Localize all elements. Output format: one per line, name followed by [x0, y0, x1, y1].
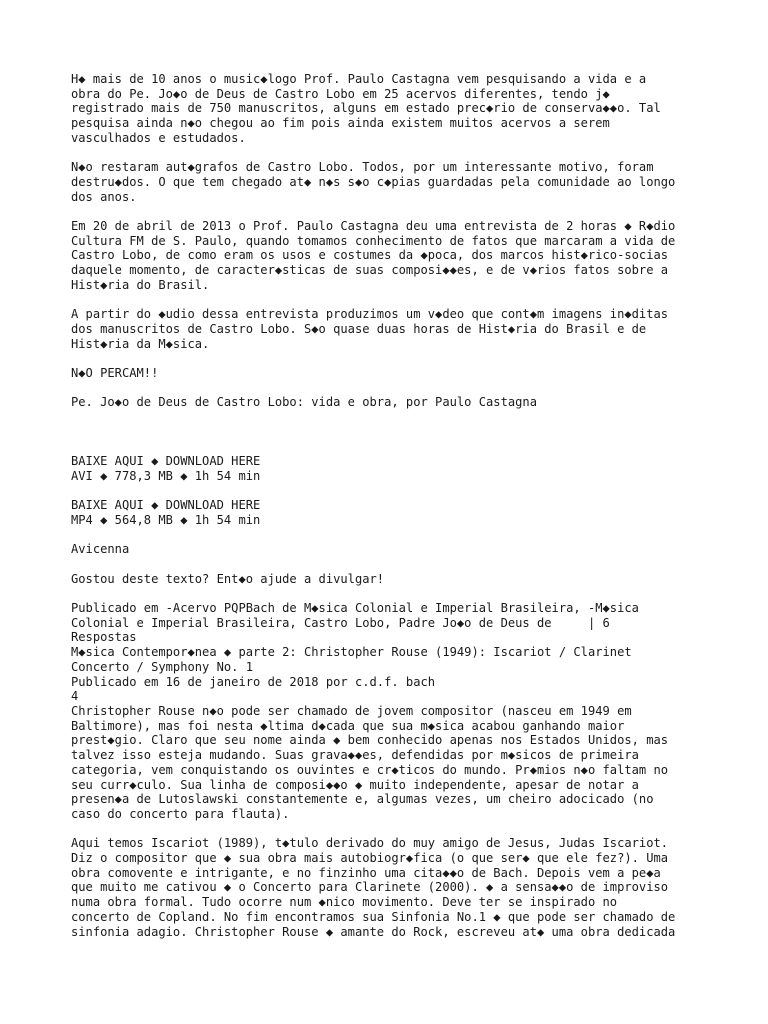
download-link-mp4[interactable]: BAIXE AQUI ◆ DOWNLOAD HERE MP4 ◆ 564,8 MB ◆ 1h 54 min [71, 498, 261, 527]
paragraph-autographs: N◆o restaram aut◆grafos de Castro Lobo. Todos, por um interessante motivo, foram destru◆dos. O que tem chegado at◆ n◆s s◆o c◆pias guardadas pela comunidade ao longo dos anos. [71, 160, 676, 204]
post-author: Avicenna [71, 542, 130, 557]
paragraph-dont-miss: N◆O PERCAM!! [71, 366, 159, 380]
paragraph-video: A partir do ◆udio dessa entrevista produzimos um v◆deo que cont◆m imagens in◆ditas dos manuscritos de Castro Lobo. S◆o quase duas horas de Hist◆ria do Brasil e de Hist◆ria da M◆sica. [71, 307, 669, 351]
document-page [71, 72, 711, 939]
paragraph-interview: Em 20 de abril de 2013 o Prof. Paulo Castagna deu uma entrevista de 2 horas ◆ R◆dio Cultura FM de S. Paulo, quando tomamos conhecimento de fatos que marcaram a vida de Castro Lobo, de como eram os usos e costumes da ◆poca, dos marcos hist◆rico-socias daquele momento, de caracter◆sticas de suas composi◆◆es, e de v◆rios fatos sobre a Hist◆ria do Brasil. [71, 219, 676, 292]
paragraph-iscariot: Aqui temos Iscariot (1989), t◆tulo derivado do muy amigo de Jesus, Judas Iscariot. Diz o compositor que ◆ sua obra mais autobiogr◆fica (o que ser◆ que ele fez?). Uma obra comovente e intrigante, e no finzinho uma cita◆◆o de Bach. Depois vem a pe◆a que muito me cativou ◆ o Concerto para Clarinete (2000). ◆ a sensa◆◆o de improviso numa obra formal. Tudo ocorre num ◆nico movimento. Deve ter se inspirado no concerto de Copland. No fim encontramos sua Sinfonia No.1 ◆ que pode ser chamado de sinfonia adagio. Christopher Rouse ◆ amante do Rock, escreveu at◆ uma obra dedicada [71, 836, 676, 939]
share-prompt: Gostou deste texto? Ent◆o ajude a divulgar! [71, 571, 385, 586]
post-meta-and-next-article: Publicado em -Acervo PQPBach de M◆sica Colonial e Imperial Brasileira, -M◆sica Colonial e Imperial Brasileira, Castro Lobo, Padre Jo◆o de Deus de | 6 Respostas M◆sica Contempor◆nea ◆ parte 2: Christopher Rouse (1949): Iscariot / Clarinet Concerto / Symphony No. 1 Publicado em 16 de janeiro de 2018 por c.d.f. bach 4 Christopher Rouse n◆o pode ser chamado de jovem compositor (nasceu em 1949 em Baltimore), mas foi nesta ◆ltima d◆cada que sua m◆sica acabou ganhando maior prest◆gio. Claro que seu nome ainda ◆ bem conhecido apenas nos Estados Unidos, mas talvez isso esteja mudando. Suas grava◆◆es, defendidas por m◆sicos de primeira categoria, vem conquistando os ouvintes e cr◆ticos do mundo. Pr◆mios n◆o faltam no seu curr◆culo. Sua linha de composi◆◆o ◆ muito independente, apesar de notar a presen◆a de Lutoslawski constantemente e, algumas vezes, um cheiro adocicado (no caso do concerto para flauta). [71, 601, 669, 821]
paragraph-research-intro: H◆ mais de 10 anos o music◆logo Prof. Paulo Castagna vem pesquisando a vida e a obra do Pe. Jo◆o de Deus de Castro Lobo em 25 acervos diferentes, tendo j◆ registrado mais de 750 manuscritos, alguns em estado prec◆rio de conserva◆◆o. Tal pesquisa ainda n◆o chegou ao fim pois ainda existem muitos acervos a serem vasculhados e estudados. [71, 72, 661, 145]
download-link-avi[interactable]: BAIXE AQUI ◆ DOWNLOAD HERE AVI ◆ 778,3 MB ◆ 1h 54 min [71, 454, 261, 483]
video-title: Pe. Jo◆o de Deus de Castro Lobo: vida e obra, por Paulo Castagna [71, 395, 537, 410]
